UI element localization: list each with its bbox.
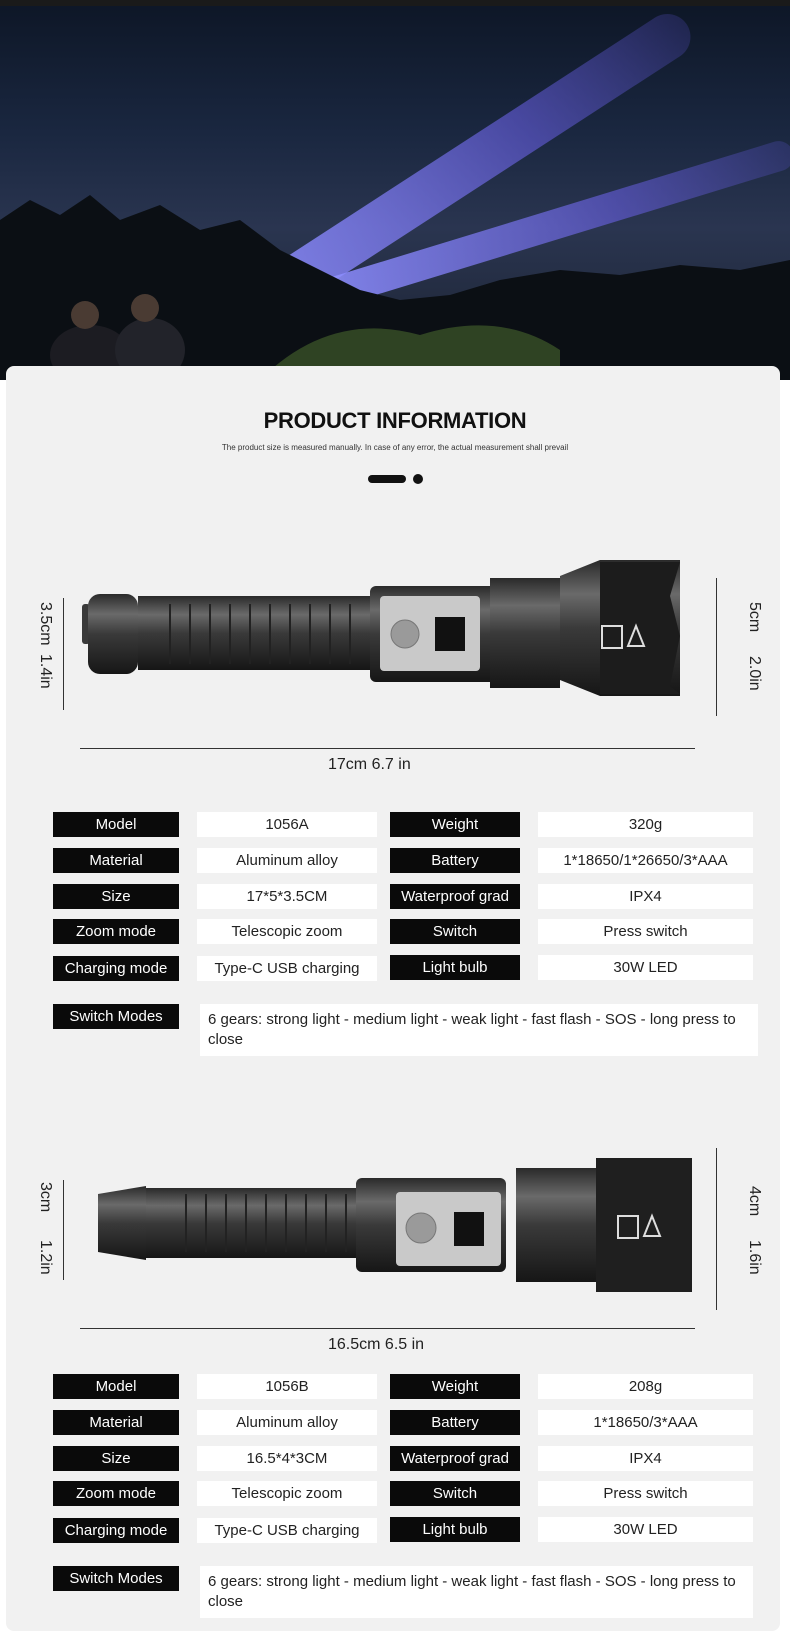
label-weight: Weight: [390, 1374, 520, 1399]
value-battery: 1*18650/1*26650/3*AAA: [538, 848, 753, 873]
value-battery: 1*18650/3*AAA: [538, 1410, 753, 1435]
label-switch-modes: Switch Modes: [53, 1566, 179, 1591]
label-waterproof: Waterproof grad: [390, 884, 520, 909]
value-weight: 208g: [538, 1374, 753, 1399]
dim-line-left-1: [63, 598, 64, 710]
value-size: 17*5*3.5CM: [197, 884, 377, 909]
flashlight-1056a-image: [80, 556, 692, 726]
value-model: 1056A: [197, 812, 377, 837]
label-switch: Switch: [390, 1481, 520, 1506]
value-switch-modes: 6 gears: strong light - medium light - weak light - fast flash - SOS - long press to close: [200, 1566, 753, 1618]
dim-left-cm-1: 3.5cm: [37, 602, 54, 646]
label-weight: Weight: [390, 812, 520, 837]
label-charging-mode: Charging mode: [53, 1518, 179, 1543]
dim-left-in-2: 1.2in: [37, 1240, 54, 1275]
label-zoom-mode: Zoom mode: [53, 919, 179, 944]
label-charging-mode: Charging mode: [53, 956, 179, 981]
dim-length-1: 17cm 6.7 in: [328, 756, 411, 773]
label-switch-modes: Switch Modes: [53, 1004, 179, 1029]
label-size: Size: [53, 1446, 179, 1471]
label-switch: Switch: [390, 919, 520, 944]
dim-right-cm-1: 5cm: [746, 602, 763, 633]
dim-line-right-1: [716, 578, 717, 716]
dim-line-length-2: [80, 1328, 695, 1329]
label-waterproof: Waterproof grad: [390, 1446, 520, 1471]
dim-right-in-2: 1.6in: [746, 1240, 763, 1275]
value-charging-mode: Type-C USB charging: [197, 1518, 377, 1543]
label-material: Material: [53, 1410, 179, 1435]
dim-left-in-1: 1.4in: [37, 654, 54, 689]
value-switch: Press switch: [538, 1481, 753, 1506]
hero-image: [0, 0, 790, 380]
value-switch: Press switch: [538, 919, 753, 944]
label-size: Size: [53, 884, 179, 909]
value-material: Aluminum alloy: [197, 848, 377, 873]
label-battery: Battery: [390, 1410, 520, 1435]
flashlight-1056b-image: [96, 1156, 696, 1296]
value-waterproof: IPX4: [538, 884, 753, 909]
dim-left-cm-2: 3cm: [37, 1182, 54, 1213]
page-title: PRODUCT INFORMATION: [263, 408, 527, 433]
label-zoom-mode: Zoom mode: [53, 1481, 179, 1506]
disclaimer-text: The product size is measured manually. In case of any error, the actual measurement shall prevail: [221, 443, 569, 452]
value-zoom-mode: Telescopic zoom: [197, 1481, 377, 1506]
value-weight: 320g: [538, 812, 753, 837]
label-light-bulb: Light bulb: [390, 955, 520, 980]
label-model: Model: [53, 812, 179, 837]
value-material: Aluminum alloy: [197, 1410, 377, 1435]
divider-dot: [413, 474, 423, 484]
dim-length-2: 16.5cm 6.5 in: [328, 1336, 425, 1353]
value-size: 16.5*4*3CM: [197, 1446, 377, 1471]
treeline-silhouette: [0, 160, 790, 380]
label-light-bulb: Light bulb: [390, 1517, 520, 1542]
dim-right-in-1: 2.0in: [746, 656, 763, 691]
value-zoom-mode: Telescopic zoom: [197, 919, 377, 944]
value-light-bulb: 30W LED: [538, 1517, 753, 1542]
dim-line-right-2: [716, 1148, 717, 1310]
value-waterproof: IPX4: [538, 1446, 753, 1471]
label-material: Material: [53, 848, 179, 873]
top-strip: [0, 0, 790, 6]
dim-line-left-2: [63, 1180, 64, 1280]
dim-line-length-1: [80, 748, 695, 749]
dim-right-cm-2: 4cm: [746, 1186, 763, 1217]
label-battery: Battery: [390, 848, 520, 873]
value-model: 1056B: [197, 1374, 377, 1399]
value-switch-modes: 6 gears: strong light - medium light - weak light - fast flash - SOS - long press to close: [200, 1004, 758, 1056]
value-light-bulb: 30W LED: [538, 955, 753, 980]
divider-dash: [368, 475, 406, 483]
value-charging-mode: Type-C USB charging: [197, 956, 377, 981]
label-model: Model: [53, 1374, 179, 1399]
